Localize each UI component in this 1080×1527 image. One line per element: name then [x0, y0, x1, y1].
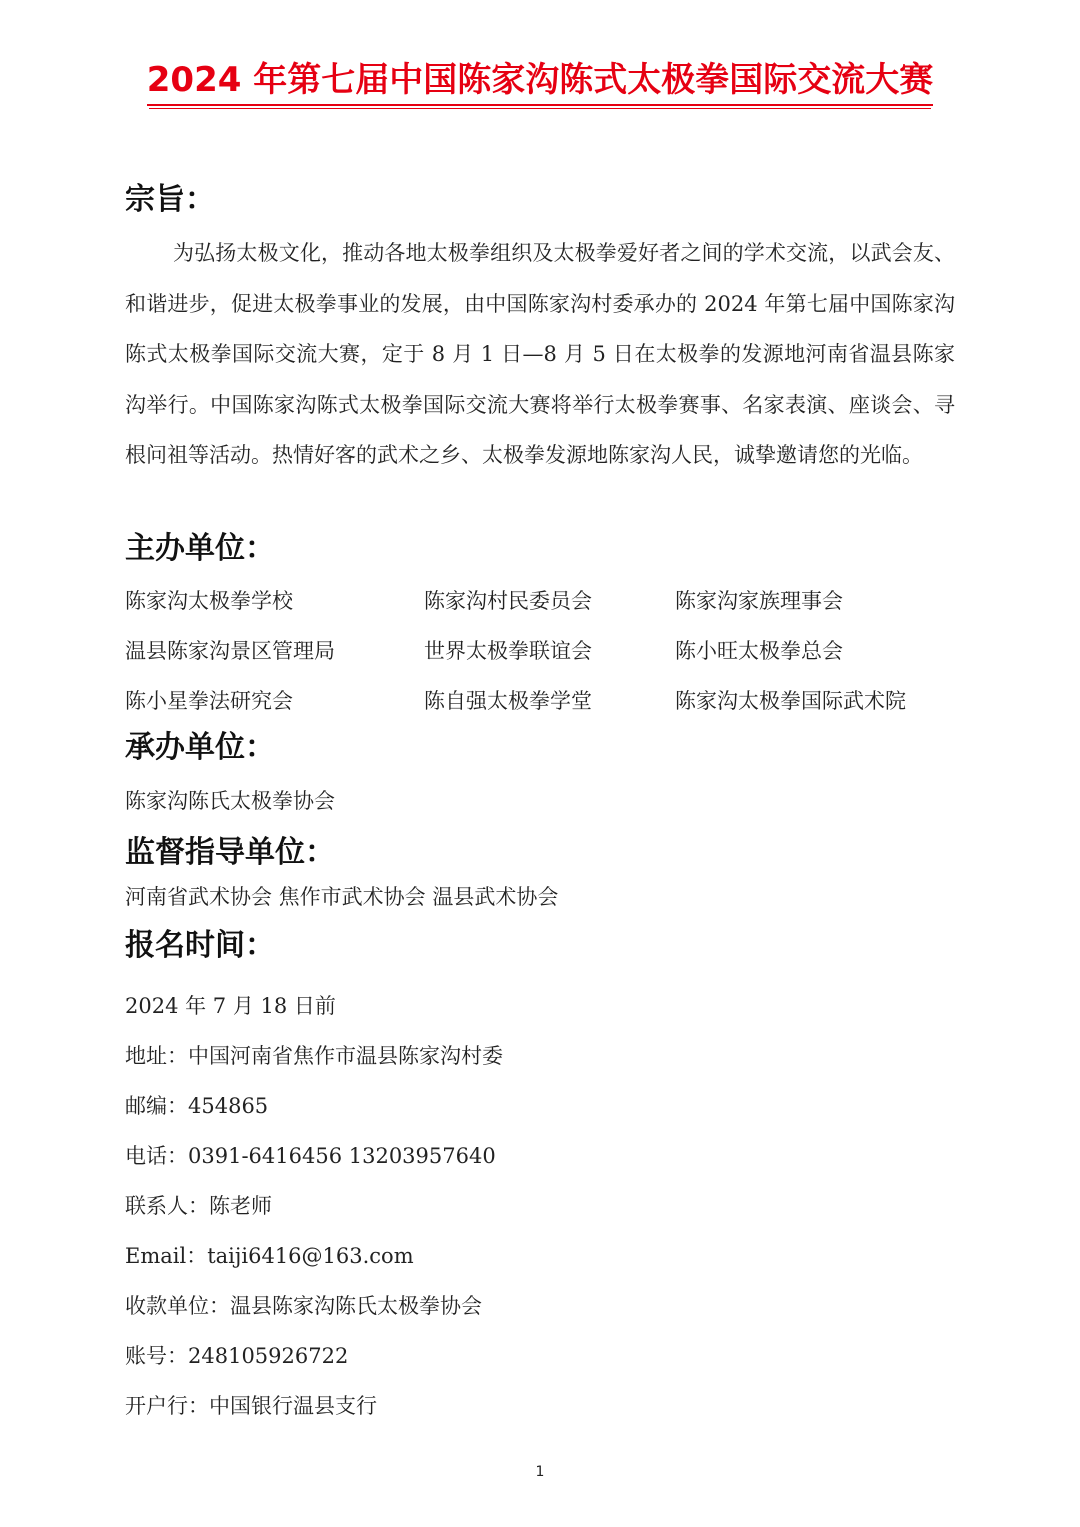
host-item: 陈家沟太极拳学校	[125, 589, 293, 613]
host-item: 陈家沟太极拳国际武术院	[675, 689, 906, 713]
host-item: 温县陈家沟景区管理局	[125, 639, 335, 663]
registration-postcode: 邮编：454865	[125, 1094, 269, 1118]
host-item: 陈家沟家族理事会	[675, 589, 843, 613]
organizer-text: 陈家沟陈氏太极拳协会	[125, 789, 335, 813]
document-title-text: 2024 年第七届中国陈家沟陈式太极拳国际交流大赛	[147, 57, 933, 106]
hosts-list	[125, 580, 965, 730]
registration-contact: 联系人：陈老师	[125, 1194, 272, 1218]
registration-email: Email：taiji6416@163.com	[125, 1244, 414, 1268]
supervisor-heading: 监督指导单位：	[125, 835, 335, 870]
host-item: 世界太极拳联谊会	[424, 639, 592, 663]
host-item: 陈小旺太极拳总会	[675, 639, 843, 663]
purpose-heading: 宗旨：	[125, 182, 215, 217]
registration-address: 地址：中国河南省焦作市温县陈家沟村委	[125, 1044, 503, 1068]
hosts-row	[125, 680, 965, 730]
hosts-heading: 主办单位：	[125, 531, 275, 566]
registration-phone: 电话：0391-6416456 13203957640	[125, 1144, 496, 1168]
document-title	[0, 57, 1080, 106]
hosts-row	[125, 630, 965, 680]
hosts-row	[125, 580, 965, 630]
page-number: 1	[535, 1464, 545, 1480]
registration-bank: 开户行：中国银行温县支行	[125, 1394, 377, 1418]
host-item: 陈家沟村民委员会	[424, 589, 592, 613]
registration-account: 账号：248105926722	[125, 1344, 349, 1368]
host-item: 陈自强太极拳学堂	[424, 689, 592, 713]
registration-heading: 报名时间：	[125, 928, 275, 963]
supervisor-text: 河南省武术协会 焦作市武术协会 温县武术协会	[125, 885, 559, 909]
registration-date: 2024 年 7 月 18 日前	[125, 994, 336, 1018]
purpose-paragraph: 为弘扬太极文化，推动各地太极拳组织及太极拳爱好者之间的学术交流，以武会友、和谐进步，促进太极拳事业的发展，由中国陈家沟村委承办的 2024 年第七届中国陈家沟陈式太极拳国际交流大赛，定于 8 月 1 日—8 月 5 日在太极拳的发源地河南省温县陈家沟举行。中国陈家沟陈式太极拳国际交流大赛将举行太极拳赛事、名家表演、座谈会、寻根问祖等活动。热情好客的武术之乡、太极拳发源地陈家沟人民，诚挚邀请您的光临。	[125, 241, 955, 467]
registration-payee: 收款单位：温县陈家沟陈氏太极拳协会	[125, 1294, 482, 1318]
organizer-heading: 承办单位：	[125, 730, 275, 765]
host-item: 陈小星拳法研究会	[125, 689, 293, 713]
